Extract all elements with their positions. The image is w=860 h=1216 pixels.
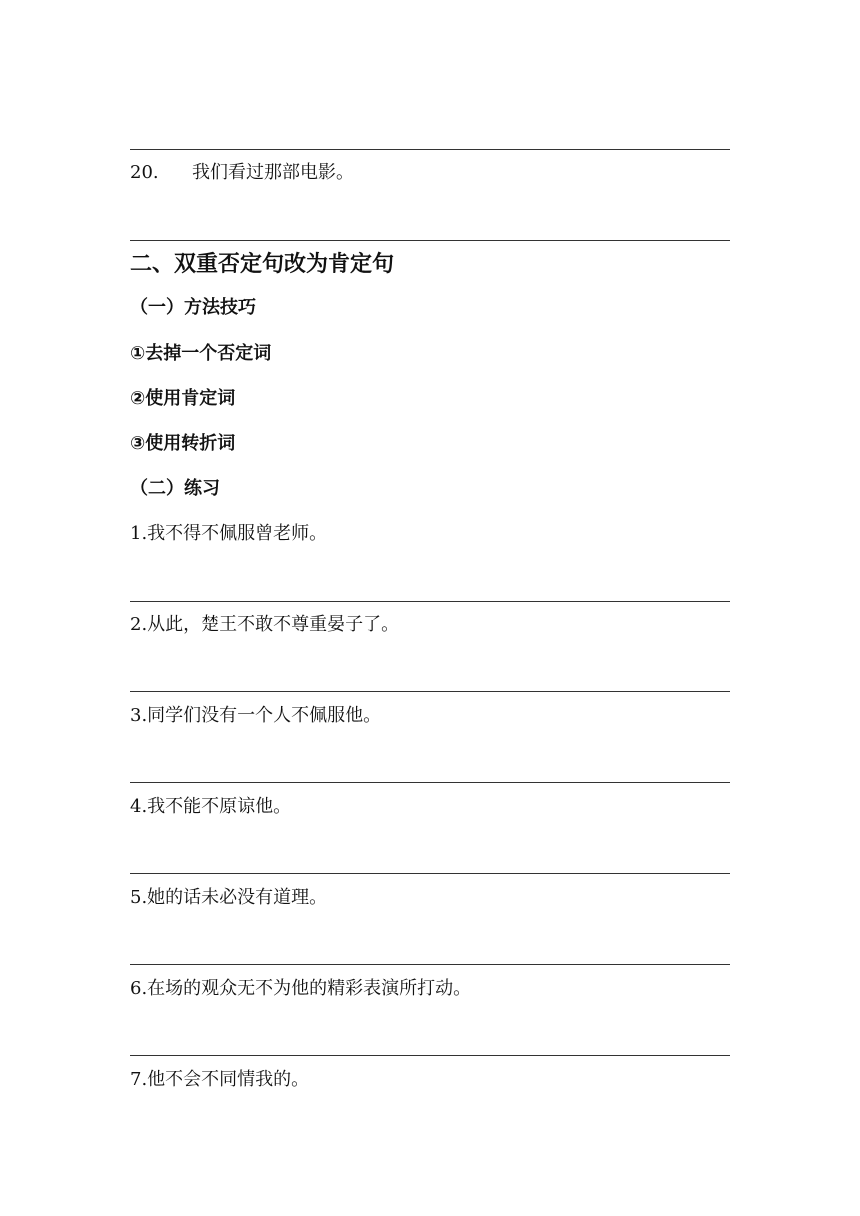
item-number: 20. — [130, 162, 159, 183]
answer-line — [130, 1055, 730, 1056]
exercise-item: 5.她的话未必没有道理。 — [130, 887, 328, 908]
item-text: 我们看过那部电影。 — [192, 162, 354, 183]
answer-line — [130, 782, 730, 783]
exercise-item: 4.我不能不原谅他。 — [130, 796, 292, 817]
subsection-title-methods: （一）方法技巧 — [130, 297, 256, 318]
exercise-item: 2.从此，楚王不敢不尊重晏子了。 — [130, 614, 400, 635]
answer-line — [130, 240, 730, 241]
prev-item — [130, 161, 354, 185]
exercise-item: 6.在场的观众无不为他的精彩表演所打动。 — [130, 978, 472, 999]
exercise-item: 3.同学们没有一个人不佩服他。 — [130, 705, 382, 726]
exercise-item: 7.他不会不同情我的。 — [130, 1069, 310, 1090]
answer-line — [130, 964, 730, 965]
answer-line — [130, 691, 730, 692]
method-item: ①去掉一个否定词 — [130, 343, 272, 364]
answer-line — [130, 149, 730, 150]
method-item: ③使用转折词 — [130, 433, 236, 454]
subsection-title-practice: （二）练习 — [130, 478, 220, 499]
exercise-item: 1.我不得不佩服曾老师。 — [130, 523, 328, 544]
method-item: ②使用肯定词 — [130, 388, 236, 409]
answer-line — [130, 873, 730, 874]
answer-line — [130, 601, 730, 602]
section-title: 二、双重否定句改为肯定句 — [130, 252, 395, 277]
